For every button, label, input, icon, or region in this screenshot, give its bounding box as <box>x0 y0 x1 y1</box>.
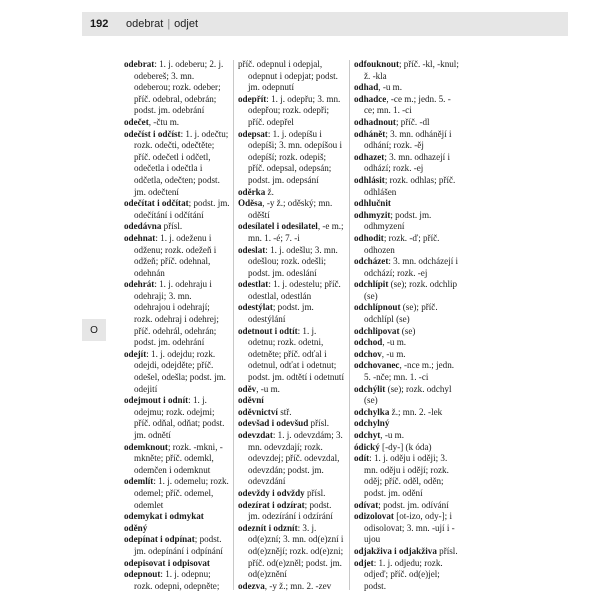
entry-headword: odchod <box>354 337 383 348</box>
dictionary-entry <box>238 581 344 593</box>
entry-definition: : 1. j. odeberu; 2. j. odebereš; 3. mn. odeberou; rozk. odeber; příč. odebral, odebrán; podst. jm. odebrání <box>134 59 224 116</box>
entry-definition: [ot-izo, ody-]; i odisolovat; 3. mn. -ují i -ujou <box>364 511 455 545</box>
entry-headword: odchov <box>354 348 382 359</box>
dictionary-entry <box>238 245 344 280</box>
entry-definition: : 1. j. odejmu; rozk. odejmi; příč. odňal, odňat; podst. jm. odnětí <box>134 395 225 440</box>
entry-definition: ; podst. jm. odepínání i odpínání <box>134 534 223 556</box>
entry-definition: : 1. j. odjedu; rozk. odjeď; příč. od(e)jel; podst. <box>364 557 443 591</box>
entry-headword: odepsat <box>238 128 268 139</box>
entry-definition: ; rozk. -mkni, -mkněte; příč. odemkl, odemčen i odemknut <box>134 441 223 475</box>
entry-headword: oděný <box>124 522 148 533</box>
dictionary-entry <box>124 569 230 592</box>
dictionary-entry <box>354 430 460 442</box>
dictionary-entry <box>354 198 460 210</box>
dictionary-entry <box>238 59 344 94</box>
entry-headword: odcházet <box>354 256 389 267</box>
entry-headword: odchlípit <box>354 279 389 290</box>
dictionary-entry <box>238 187 344 199</box>
entry-definition: : 3. j. od(e)zní; 3. mn. od(e)zní i od(e)znějí; rozk. od(e)zni; příč. od(e)zněl; podst. jm. od(e)znění <box>248 522 344 580</box>
entry-definition: (se) <box>399 325 416 336</box>
entry-definition: : 1. j. odešlu; 3. mn. odešlou; rozk. odešli; podst. jm. odeslání <box>248 244 338 278</box>
entry-definition: (se); rozk. odchyl (se) <box>364 383 452 406</box>
entry-headword: odepnout <box>124 569 161 580</box>
dictionary-entry <box>354 256 460 279</box>
dictionary-entry <box>124 476 230 511</box>
entry-headword: odemlít <box>124 476 154 487</box>
dictionary-entry <box>354 175 460 198</box>
entry-headword: odezírat i odzírat <box>238 499 305 510</box>
dictionary-entry <box>124 395 230 441</box>
entry-definition: : 1. j. odehraju i odehraji; 3. mn. odehrajou i odehrají; rozk. odehraj i odehrej; příč. odehrál, odehrán; podst. jm. odehrání <box>134 279 219 348</box>
running-head-first-entry: odebrat <box>126 18 164 30</box>
entry-headword: odečítat i odčítat <box>124 198 189 209</box>
entry-headword: odebrat <box>124 59 155 69</box>
entry-headword: odetnout i odtít <box>238 325 298 336</box>
dictionary-entry <box>238 395 344 407</box>
dictionary-entry <box>354 418 460 430</box>
entry-headword: odesílatel i odesilatel <box>238 221 318 232</box>
entry-headword: odeslat <box>238 244 266 255</box>
running-header <box>82 12 568 36</box>
dictionary-entry <box>354 117 460 129</box>
dictionary-column-1 <box>124 59 230 592</box>
entry-definition: ; příč. -dl <box>395 116 430 127</box>
entry-headword: odívat <box>354 499 379 510</box>
dictionary-entry <box>354 360 460 383</box>
dictionary-entry <box>238 279 344 302</box>
entry-headword: oděrka <box>238 186 266 197</box>
entry-definition: přísl. <box>161 221 183 232</box>
dictionary-entry <box>354 279 460 302</box>
dictionary-entry <box>124 442 230 477</box>
entry-definition: , -ce m.; jedn. 5. -ce; mn. 1. -ci <box>364 93 451 116</box>
entry-definition: přísl. <box>308 418 329 429</box>
entry-definition: , -y ž.; oděský; mn. oděští <box>248 198 333 220</box>
entry-headword: odchylný <box>354 418 390 429</box>
entry-headword: odchylka <box>354 406 390 417</box>
dictionary-entry <box>354 337 460 349</box>
entry-headword: odejít <box>124 348 147 359</box>
entry-definition: [-dy-] (k óda) <box>379 441 432 452</box>
entry-definition: stř. <box>277 406 292 417</box>
entry-definition: ; podst. jm. odezírání i odzírání <box>248 499 333 522</box>
entry-definition: : 1. j. odejdu; rozk. odejdi, odejděte; příč. odešel, odešla; podst. jm. odejití <box>134 348 226 394</box>
entry-definition: : 1. j. oděju i oději; 3. mn. oděju i odějí; rozk. oděj; příč. oděl, oděn; podst. jm. odění <box>364 453 449 498</box>
thumb-index-letter: O <box>90 324 98 336</box>
entry-definition: ; příč. -kl, -knul; ž. -kla <box>364 59 459 81</box>
entry-headword: odjakživa i odjakživa <box>354 545 437 556</box>
entry-headword: odedávna <box>124 221 162 232</box>
dictionary-entry <box>238 198 344 221</box>
entry-definition: , -y ž.; mn. 2. -zev <box>264 580 332 591</box>
page-number: 192 <box>90 18 109 30</box>
entry-definition: ; 3. mn. odhazejí i odhází; rozk. -ej <box>364 151 450 174</box>
entry-headword: odestlat <box>238 279 269 290</box>
entry-definition: ž.; mn. 2. -lek <box>389 406 443 417</box>
entry-headword: odhmyzit <box>354 209 391 220</box>
entry-headword: odezva <box>238 580 265 591</box>
entry-definition: , -u m. <box>380 430 405 440</box>
entry-headword: odepřít <box>238 93 267 104</box>
running-head-last-entry: odjet <box>174 18 199 30</box>
dictionary-entry <box>354 453 460 499</box>
entry-definition: ; 3. mn. odhánějí i odhání; rozk. -ěj <box>364 128 452 151</box>
entry-headword: odhodit <box>354 232 384 243</box>
entry-headword: odfouknout <box>354 59 399 69</box>
dictionary-entry <box>238 418 344 430</box>
dictionary-entry <box>354 210 460 233</box>
entry-headword: odít <box>354 453 370 464</box>
dictionary-column-3 <box>354 59 460 592</box>
entry-headword: odizolovat <box>354 511 394 522</box>
entry-headword: odevšad i odevšud <box>238 418 309 429</box>
dictionary-column-2 <box>238 59 344 592</box>
dictionary-entry <box>354 326 460 338</box>
entry-headword: odečet <box>124 116 149 127</box>
dictionary-entry <box>238 430 344 488</box>
entry-headword: odhlásit <box>354 174 385 185</box>
column-divider <box>233 60 234 590</box>
entry-headword: odeznít i odznít <box>238 522 298 533</box>
entry-definition: , -u m. <box>378 82 403 93</box>
dictionary-entry <box>238 384 344 396</box>
dictionary-entry <box>354 59 460 82</box>
entry-headword: oděv <box>238 383 257 394</box>
entry-headword: odehrát <box>124 279 155 290</box>
entry-headword: odečíst i odčíst <box>124 128 181 139</box>
dictionary-entry <box>354 302 460 325</box>
entry-definition: ; podst. jm. odhmyzení <box>364 209 432 232</box>
dictionary-entry <box>238 407 344 419</box>
dictionary-entry <box>124 129 230 199</box>
entry-definition: : 1. j. odepnu; rozk. odepni, odepněte; <box>134 569 220 591</box>
entry-headword: odchovanec <box>354 360 400 371</box>
entry-headword: odhad <box>354 82 379 93</box>
entry-headword: odchýlit <box>354 383 386 394</box>
dictionary-entry <box>124 59 230 117</box>
entry-headword: odchlipovat <box>354 325 400 336</box>
entry-headword: ódický <box>354 441 380 452</box>
dictionary-entry <box>238 523 344 581</box>
dictionary-entry <box>354 558 460 593</box>
entry-definition: přísl. <box>436 545 458 556</box>
entry-headword: oděvní <box>238 395 264 406</box>
entry-definition: , -u m. <box>382 337 407 348</box>
entry-definition: , -u m. <box>381 348 406 359</box>
dictionary-entry <box>124 558 230 570</box>
entry-headword: odestýlat <box>238 302 273 313</box>
dictionary-entry <box>238 129 344 187</box>
entry-definition: ; podst. jm. odečítání i odčítání <box>134 198 230 220</box>
dictionary-entry <box>124 523 230 535</box>
dictionary-entry <box>238 326 344 384</box>
entry-headword: odhlučnit <box>354 198 391 209</box>
dictionary-entry <box>354 233 460 256</box>
entry-definition: : 1. j. odepíšu i odepíši; 3. mn. odepíšou i odepíší; rozk. odepiš; příč. odepsal, odepsán; podst. jm. odepsání <box>248 128 342 185</box>
dictionary-entry <box>124 534 230 557</box>
entry-definition: : 1. j. odečtu; rozk. odečti, odečtěte; příč. odečetl i odčetl, odečetla i odečtla i odčetla, odečten; podst. jm. odečtení <box>134 128 229 197</box>
entry-headword: odemknout <box>124 441 168 452</box>
running-head-separator: | <box>167 18 171 30</box>
thumb-index-tab <box>82 319 106 341</box>
dictionary-entry <box>124 198 230 221</box>
entry-headword: odemykat i odmykat <box>124 511 204 522</box>
entry-definition: : 1. j. odevzdám; 3. mn. odevzdají; rozk. odevzdej; příč. odevzdal, odevzdán; podst. jm. odevzdání <box>248 430 343 487</box>
entry-definition: ; rozk. -ď; příč. odhozen <box>364 232 440 255</box>
entry-definition: ž. <box>265 186 274 197</box>
dictionary-entry <box>124 279 230 349</box>
entry-definition: , -e m.; mn. 1. -é; 7. -i <box>248 221 344 243</box>
dictionary-entry <box>124 511 230 523</box>
entry-definition: přísl. <box>304 487 326 498</box>
dictionary-entry <box>354 407 460 419</box>
entry-headword: odhazet <box>354 151 385 162</box>
entry-headword: odchlípnout <box>354 302 401 313</box>
entry-headword: odepisovat i odpisovat <box>124 557 210 568</box>
entry-definition: : 3. mn. odcházejí i odchází; rozk. -ej <box>364 256 459 278</box>
entry-headword: odepínat i odpínat <box>124 534 195 545</box>
dictionary-entry <box>124 117 230 129</box>
entry-definition: ; podst. jm. odestýlání <box>248 302 314 325</box>
entry-definition: : 1. j. odetnu; rozk. odetni, odetněte; příč. odťal i odetnul, odťat i odetnut; podst. jm. odtětí i odetnutí <box>248 325 344 383</box>
entry-definition: ; podst. jm. odívání <box>378 499 449 510</box>
dictionary-entry <box>238 302 344 325</box>
entry-definition: : 1. j. odeženu i odženu; rozk. odežeň i odžeň; příč. odehnal, odehnán <box>134 232 217 278</box>
dictionary-entry <box>354 94 460 117</box>
dictionary-entry <box>238 221 344 244</box>
entry-definition: (se); rozk. odchlip (se) <box>364 279 458 301</box>
dictionary-entry <box>354 442 460 454</box>
entry-headword: Oděsa <box>238 198 263 209</box>
dictionary-entry <box>124 221 230 233</box>
entry-definition: , -čtu m. <box>148 116 180 127</box>
dictionary-entry <box>238 500 344 523</box>
entry-headword: odehnat <box>124 232 156 243</box>
entry-definition: , -u m. <box>256 383 280 394</box>
dictionary-entry <box>354 546 460 558</box>
dictionary-entry <box>238 94 344 129</box>
dictionary-entry <box>354 82 460 94</box>
dictionary-entry <box>354 511 460 546</box>
entry-headword: odevždy i odvždy <box>238 487 305 498</box>
entry-definition: : 1. j. odestelu; příč. odestlal, odestlán <box>248 279 341 301</box>
dictionary-entry <box>354 500 460 512</box>
entry-definition: , -nce m.; jedn. 5. -nče; mn. 1. -ci <box>364 360 455 383</box>
entry-headword: odejmout i odnít <box>124 395 189 406</box>
entry-definition: : 1. j. odemelu; rozk. odemel; příč. odemel, odemlet <box>134 476 229 510</box>
entry-headword: oděvnictví <box>238 406 278 417</box>
entry-definition: příč. odepnul i odepjal, odepnut i odepjat; podst. jm. odepnutí <box>238 59 338 93</box>
entry-definition: ; rozk. odhlas; příč. odhlášen <box>364 174 456 197</box>
entry-definition: : 1. j. odepřu; 3. mn. odepřou; rozk. odepři; příč. odepřel <box>248 93 341 127</box>
entry-headword: odhánět <box>354 128 386 139</box>
column-divider <box>349 60 350 590</box>
dictionary-entry <box>354 152 460 175</box>
entry-headword: odjet <box>354 557 374 568</box>
entry-headword: odhadce <box>354 93 387 104</box>
entry-headword: odchyt <box>354 430 381 440</box>
entry-definition: (se); příč. odchlípl (se) <box>364 302 438 325</box>
entry-headword: odhadnout <box>354 116 396 127</box>
dictionary-entry <box>354 384 460 407</box>
dictionary-entry <box>354 349 460 361</box>
entry-headword: odevzdat <box>238 430 273 440</box>
dictionary-entry <box>238 488 344 500</box>
dictionary-entry <box>124 349 230 395</box>
dictionary-entry <box>354 129 460 152</box>
dictionary-entry <box>124 233 230 279</box>
